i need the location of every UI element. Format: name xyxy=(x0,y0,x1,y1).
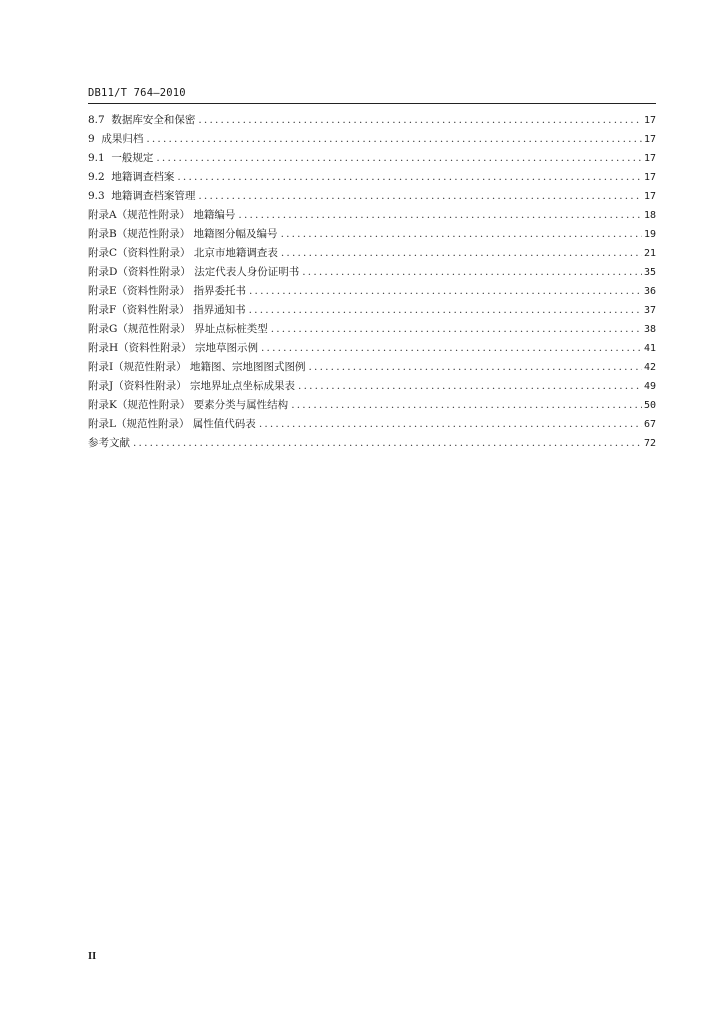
toc-entry-page: 17 xyxy=(643,191,656,202)
toc-entry[interactable] xyxy=(88,282,656,301)
toc-entry-page: 17 xyxy=(643,134,656,145)
toc-entry-page: 35 xyxy=(643,267,656,278)
toc-entry-page: 18 xyxy=(643,210,656,221)
document-code: DB11/T 764—2010 xyxy=(88,87,186,99)
toc-entry[interactable] xyxy=(88,320,656,339)
toc-leader-dots xyxy=(146,130,642,149)
toc-leader-dots xyxy=(281,244,642,263)
toc-entry[interactable] xyxy=(88,244,656,263)
toc-entry-page: 49 xyxy=(643,381,656,392)
toc-leader-dots xyxy=(133,434,642,453)
toc-leader-dots xyxy=(238,206,642,225)
toc-entry-label: 9 成果归档 xyxy=(88,133,144,145)
toc-entry-page: 21 xyxy=(643,248,656,259)
toc-entry[interactable] xyxy=(88,168,656,187)
toc-entry[interactable] xyxy=(88,149,656,168)
toc-entry-page: 67 xyxy=(643,419,656,430)
toc-entry-label: 附录J（资料性附录） 宗地界址点坐标成果表 xyxy=(88,380,296,392)
toc-entry-label: 9.2 地籍调查档案 xyxy=(88,171,175,183)
toc-leader-dots xyxy=(156,149,642,168)
toc-entry[interactable] xyxy=(88,434,656,453)
toc-entry[interactable] xyxy=(88,206,656,225)
toc-entry[interactable] xyxy=(88,339,656,358)
toc-entry-label: 9.3 地籍调查档案管理 xyxy=(88,190,196,202)
toc-entry[interactable] xyxy=(88,130,656,149)
toc-leader-dots xyxy=(281,225,642,244)
toc-leader-dots xyxy=(291,396,642,415)
toc-entry-label: 参考文献 xyxy=(88,437,130,449)
toc-leader-dots xyxy=(198,111,642,130)
toc-entry-page: 42 xyxy=(643,362,656,373)
toc-entry-page: 38 xyxy=(643,324,656,335)
toc-leader-dots xyxy=(198,187,642,206)
toc-leader-dots xyxy=(271,320,642,339)
toc-entry-page: 41 xyxy=(643,343,656,354)
toc-leader-dots xyxy=(302,263,642,282)
toc-leader-dots xyxy=(259,415,642,434)
toc-entry-label: 附录H（资料性附录） 宗地草图示例 xyxy=(88,342,258,354)
toc-entry-label: 附录C（资料性附录） 北京市地籍调查表 xyxy=(88,247,278,259)
toc-entry-page: 37 xyxy=(643,305,656,316)
toc-leader-dots xyxy=(309,358,642,377)
toc-entry-page: 50 xyxy=(643,400,656,411)
toc-entry-label: 附录L（规范性附录） 属性值代码表 xyxy=(88,418,256,430)
header-rule xyxy=(88,103,656,104)
toc-entry[interactable] xyxy=(88,358,656,377)
toc-entry-page: 17 xyxy=(643,153,656,164)
toc-entry-page: 36 xyxy=(643,286,656,297)
toc-entry-label: 9.1 一般规定 xyxy=(88,152,154,164)
table-of-contents xyxy=(88,111,656,453)
toc-leader-dots xyxy=(298,377,642,396)
toc-entry[interactable] xyxy=(88,396,656,415)
toc-entry-label: 附录E（资料性附录） 指界委托书 xyxy=(88,285,247,297)
toc-entry[interactable] xyxy=(88,415,656,434)
toc-leader-dots xyxy=(249,301,642,320)
toc-entry-label: 附录A（规范性附录） 地籍编号 xyxy=(88,209,236,221)
toc-entry-label: 附录K（规范性附录） 要素分类与属性结构 xyxy=(88,399,289,411)
toc-entry-label: 附录D（资料性附录） 法定代表人身份证明书 xyxy=(88,266,300,278)
toc-entry-page: 17 xyxy=(643,172,656,183)
toc-entry[interactable] xyxy=(88,263,656,282)
toc-entry-label: 8.7 数据库安全和保密 xyxy=(88,114,196,126)
toc-leader-dots xyxy=(261,339,642,358)
toc-entry[interactable] xyxy=(88,301,656,320)
toc-entry-page: 72 xyxy=(643,438,656,449)
toc-entry-label: 附录B（规范性附录） 地籍图分幅及编号 xyxy=(88,228,278,240)
toc-entry[interactable] xyxy=(88,225,656,244)
toc-entry-label: 附录I（规范性附录） 地籍图、宗地图图式图例 xyxy=(88,361,306,373)
page-number: II xyxy=(88,951,97,962)
toc-entry-page: 19 xyxy=(643,229,656,240)
toc-entry-label: 附录F（资料性附录） 指界通知书 xyxy=(88,304,246,316)
toc-leader-dots xyxy=(177,168,642,187)
toc-entry[interactable] xyxy=(88,187,656,206)
toc-entry[interactable] xyxy=(88,111,656,130)
toc-entry-label: 附录G（规范性附录） 界址点标桩类型 xyxy=(88,323,268,335)
toc-entry-page: 17 xyxy=(643,115,656,126)
toc-entry[interactable] xyxy=(88,377,656,396)
toc-leader-dots xyxy=(249,282,642,301)
